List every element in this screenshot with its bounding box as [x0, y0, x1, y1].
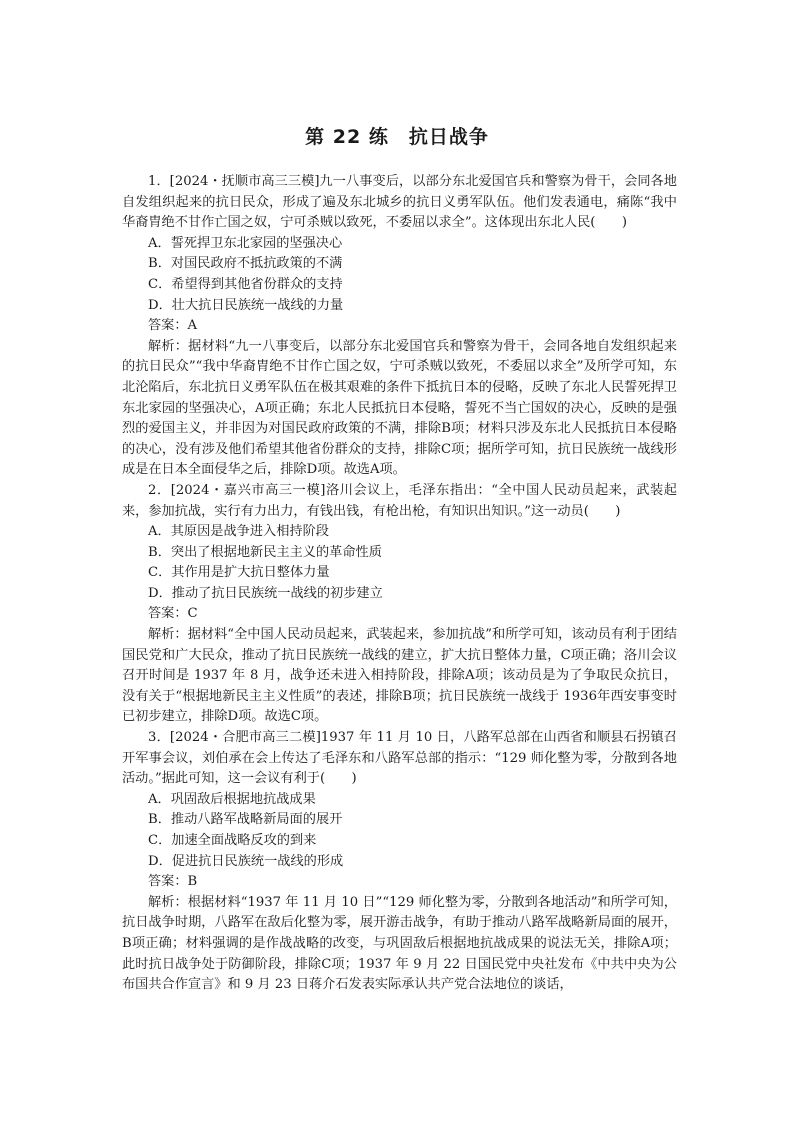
option-d: D．壮大抗日民族统一战线的力量: [148, 297, 344, 313]
option-b: B．突出了根据地新民主主义的革命性质: [148, 544, 382, 560]
explanation: 解析：据材料“九一八事变后，以部分东北爱国官兵和警察为骨干，会同各地自发组织起来的抗日民众”“我中华裔胄绝不甘作亡国之奴，宁可杀贼以致死，不委屈以求全”及所学可知，东北沦陷后，东北抗日义勇军队伍在极其艰难的条件下抵抗日本的侵略，反映了东北人民誓死捍卫东北家园的坚强决心，A项正确；东北人民抵抗日本侵略，誓死不当亡国奴的决心，反映的是强烈的爱国主义，并非因为对国民政府政策的不满，排除B项；材料只涉及东北人民抵抗日本侵略的决心，没有涉及他们希望其他省份群众的支持，排除C项；据所学可知，抗日民族统一战线形成是在日本全面侵华之后，排除D项。故选A项。: [122, 338, 677, 478]
explanation: 解析：据材料“全中国人民动员起来，武装起来，参加抗战”和所学可知，该动员有利于团结国民党和广大民众，推动了抗日民族统一战线的建立，扩大抗日整体力量，C项正确；洛川会议召开时间是 1937 年 8 月，战争还未进入相持阶段，排除A项；该动员是为了争取民众抗日，没有关于“根据地新民主主义性质”的表述，排除B项；抗日民族统一战线于 1936年西安事变时已初步建立，排除D项。故选C项。: [122, 627, 677, 725]
question-1: [122, 172, 677, 481]
answer: 答案：A: [148, 318, 198, 334]
question-2: [122, 481, 677, 728]
question-stem: 1．[2024・抚顺市高三三模]九一八事变后，以部分东北爱国官兵和警察为骨干，会同各地自发组织起来的抗日民众，形成了遍及东北城乡的抗日义勇军队伍。他们发表通电，痛陈“我中华裔胄绝不甘作亡国之奴，宁可杀贼以致死，不委屈以求全”。这体现出东北人民( ): [122, 174, 677, 231]
answer: 答案：B: [148, 874, 198, 890]
option-a: A．誓死捍卫东北家园的坚强决心: [148, 235, 343, 251]
question-stem: 3．[2024・合肥市高三二模]1937 年 11 月 10 日，八路军总部在山西省和顺县石拐镇召开军事会议，刘伯承在会上传达了毛泽东和八路军总部的指示：“129 师化整为零，分散到各地活动。”据此可知，这一会议有利于( ): [122, 730, 677, 787]
explanation: 解析：根据材料“1937 年 11 月 10 日”“129 师化整为零，分散到各地活动”和所学可知，抗日战争时期，八路军在敌后化整为零，展开游击战争，有助于推动八路军战略新局面的展开，B项正确；材料强调的是作战战略的改变，与巩固敌后根据地抗战成果的说法无关，排除A项；此时抗日战争处于防御阶段，排除C项；1937 年 9 月 22 日国民党中央社发布《中共中央为公布国共合作宣言》和 9 月 23 日蒋介石发表实际承认共产党合法地位的谈话，: [122, 894, 677, 993]
option-a: A．巩固敌后根据地抗战成果: [148, 791, 316, 807]
option-b: B．推动八路军战略新局面的展开: [148, 812, 343, 828]
option-b: B．对国民政府不抵抗政策的不满: [148, 256, 343, 272]
answer: 答案：C: [148, 606, 198, 622]
question-3: [122, 728, 677, 996]
option-a: A．其原因是战争进入相持阶段: [148, 524, 329, 540]
option-d: D．推动了抗日民族统一战线的初步建立: [148, 585, 383, 601]
document-body: [122, 172, 677, 996]
option-c: C．其作用是扩大抗日整体力量: [148, 565, 330, 581]
question-stem: 2．[2024・嘉兴市高三一模]洛川会议上，毛泽东指出：“全中国人民动员起来，武装起来，参加抗战，实行有力出力，有钱出钱，有枪出枪，有知识出知识。”这一动员( ): [122, 482, 677, 519]
option-d: D．促进抗日民族统一战线的形成: [148, 853, 344, 869]
option-c: C．希望得到其他省份群众的支持: [148, 276, 343, 292]
page-title: 第 22 练 抗日战争: [305, 126, 489, 148]
option-c: C．加速全面战略反攻的到来: [148, 833, 317, 848]
